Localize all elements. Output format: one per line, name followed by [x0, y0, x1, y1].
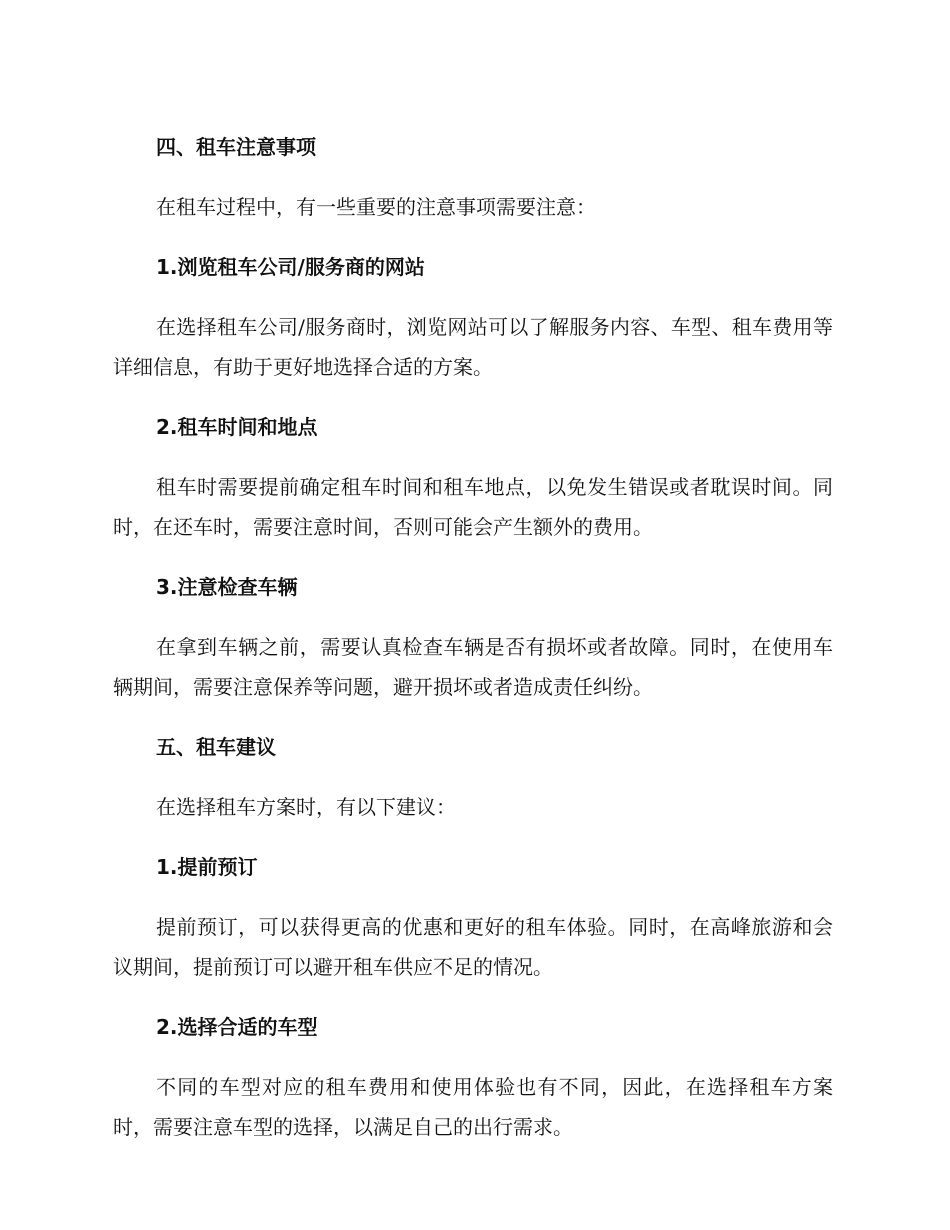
section-intro: 在租车过程中，有一些重要的注意事项需要注意： — [156, 195, 596, 219]
item-title: 2.租车时间和地点 — [156, 415, 318, 439]
item-title: 3.注意检查车辆 — [156, 575, 298, 599]
item-title: 1.提前预订 — [156, 855, 258, 879]
item-body: 在选择租车公司/服务商时，浏览网站可以了解服务内容、车型、租车费用等详细信息，有助于更好地选择合适的方案。 — [113, 315, 833, 379]
section-rental-suggestions — [113, 727, 833, 1147]
section-heading: 四、租车注意事项 — [156, 135, 316, 159]
section-heading: 五、租车建议 — [156, 735, 276, 759]
item-body: 不同的车型对应的租车费用和使用体验也有不同，因此，在选择租车方案时，需要注意车型的选择，以满足自己的出行需求。 — [113, 1075, 833, 1139]
document-body — [113, 107, 833, 1158]
item-body: 提前预订，可以获得更高的优惠和更好的租车体验。同时，在高峰旅游和会议期间，提前预订可以避开租车供应不足的情况。 — [113, 915, 833, 979]
item-body: 在拿到车辆之前，需要认真检查车辆是否有损坏或者故障。同时，在使用车辆期间，需要注意保养等问题，避开损坏或者造成责任纠纷。 — [113, 635, 833, 699]
item-title: 2.选择合适的车型 — [156, 1015, 318, 1039]
section-intro: 在选择租车方案时，有以下建议： — [156, 795, 456, 819]
item-body: 租车时需要提前确定租车时间和租车地点，以免发生错误或者耽误时间。同时，在还车时，需要注意时间，否则可能会产生额外的费用。 — [113, 475, 833, 539]
section-rental-precautions — [113, 127, 833, 707]
item-title: 1.浏览租车公司/服务商的网站 — [156, 255, 425, 279]
